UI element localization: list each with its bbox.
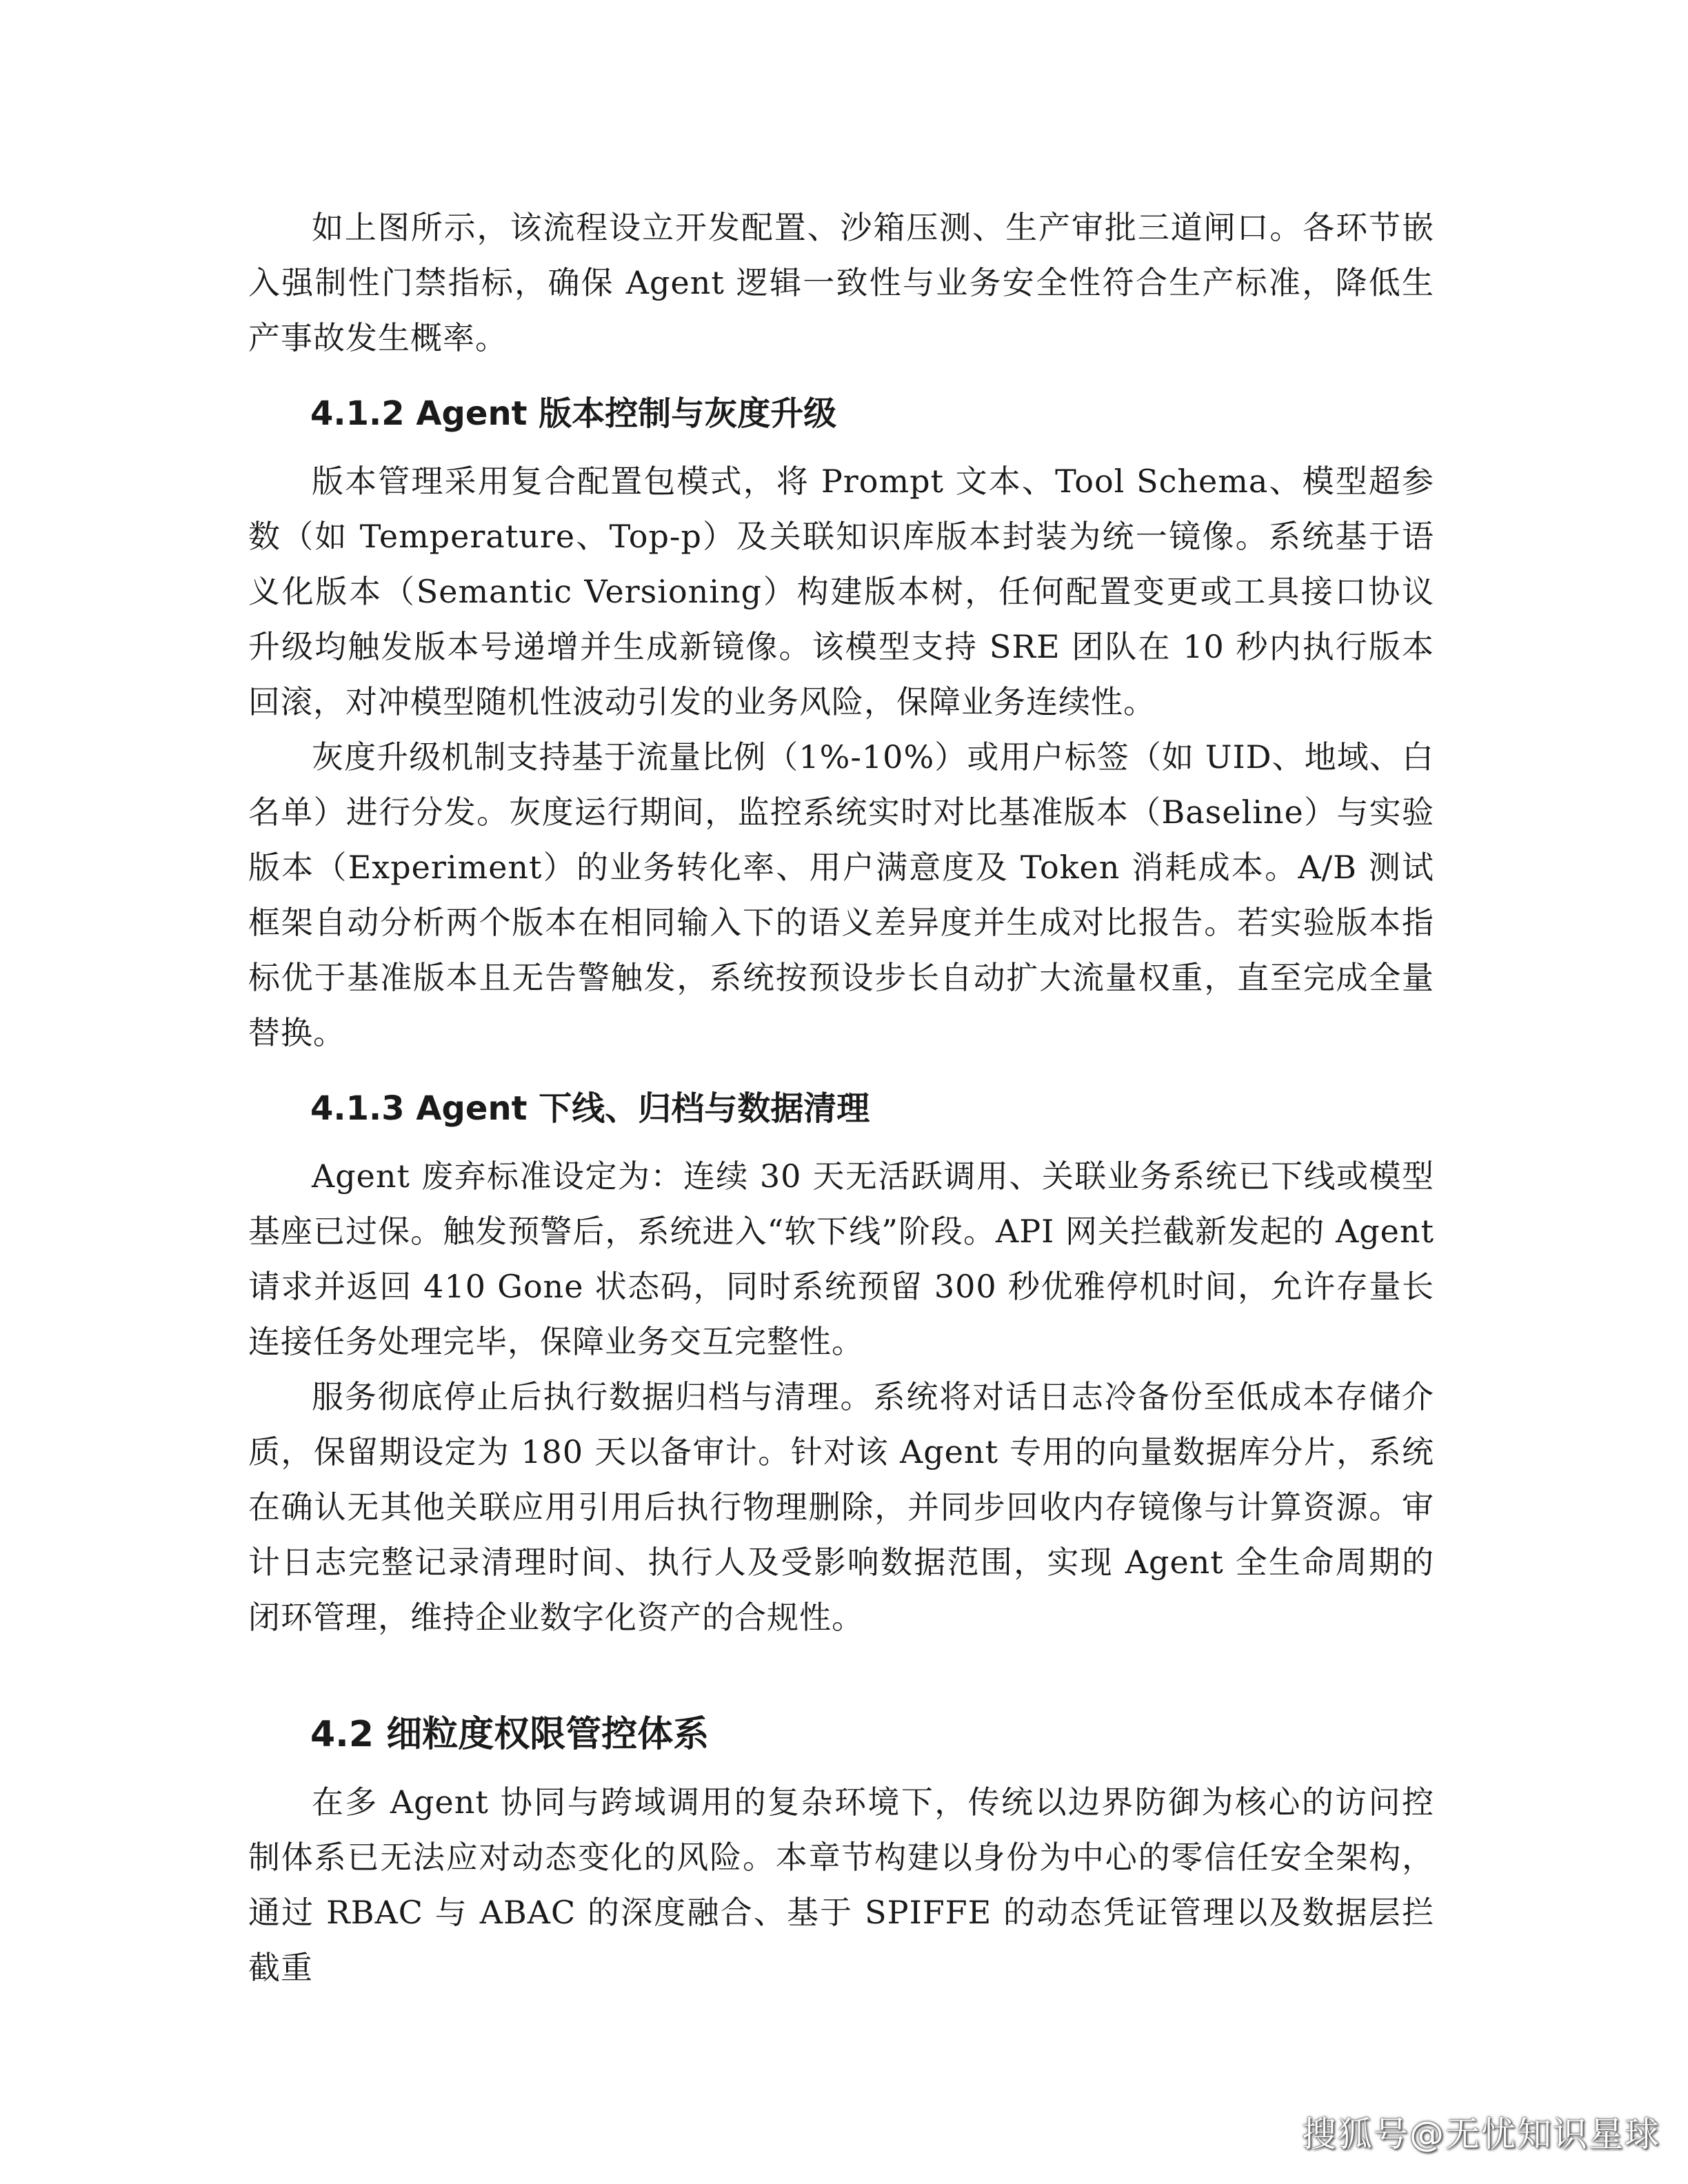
section-heading-4-2: 4.2 细粒度权限管控体系 bbox=[310, 1714, 710, 1755]
section-4-1-3-paragraph-2: 服务彻底停止后执行数据归档与清理。系统将对话日志冷备份至低成本存储介质，保留期设定为 180 天以备审计。针对该 Agent 专用的向量数据库分片，系统在确认无其他关联应用引用后执行物理删除，并同步回收内存镜像与计算资源。审计日志完整记录清理时间、执行人及受影响数据范围，实现 Agent 全生命周期的闭环管理，维持企业数字化资产的合规性。 bbox=[248, 1378, 1434, 1636]
section-4-1-2-paragraph-2: 灰度升级机制支持基于流量比例（1%-10%）或用户标签（如 UID、地域、白名单）进行分发。灰度运行期间，监控系统实时对比基准版本（Baseline）与实验版本（Experiment）的业务转化率、用户满意度及 Token 消耗成本。A/B 测试框架自动分析两个版本在相同输入下的语义差异度并生成对比报告。若实验版本指标优于基准版本且无告警触发，系统按预设步长自动扩大流量权重，直至完成全量替换。 bbox=[248, 738, 1434, 1051]
section-4-2-paragraph-1: 在多 Agent 协同与跨域调用的复杂环境下，传统以边界防御为核心的访问控制体系已无法应对动态变化的风险。本章节构建以身份为中心的零信任安全架构，通过 RBAC 与 ABAC 的深度融合、基于 SPIFFE 的动态凭证管理以及数据层拦截重 bbox=[248, 1783, 1434, 1986]
watermark: 搜狐号@无忧知识星球 bbox=[1302, 2114, 1660, 2154]
section-heading-4-1-3: 4.1.3 Agent 下线、归档与数据清理 bbox=[310, 1089, 870, 1128]
intro-paragraph: 如上图所示，该流程设立开发配置、沙箱压测、生产审批三道闸口。各环节嵌入强制性门禁指标，确保 Agent 逻辑一致性与业务安全性符合生产标准，降低生产事故发生概率。 bbox=[248, 209, 1434, 356]
document-page bbox=[248, 200, 1434, 1995]
section-4-1-2-paragraph-1: 版本管理采用复合配置包模式，将 Prompt 文本、Tool Schema、模型超参数（如 Temperature、Top-p）及关联知识库版本封装为统一镜像。系统基于语义化版本（Semantic Versioning）构建版本树，任何配置变更或工具接口协议升级均触发版本号递增并生成新镜像。该模型支持 SRE 团队在 10 秒内执行版本回滚，对冲模型随机性波动引发的业务风险，保障业务连续性。 bbox=[248, 463, 1434, 720]
section-4-1-3-paragraph-1: Agent 废弃标准设定为：连续 30 天无活跃调用、关联业务系统已下线或模型基座已过保。触发预警后，系统进入“软下线”阶段。API 网关拦截新发起的 Agent 请求并返回 410 Gone 状态码，同时系统预留 300 秒优雅停机时间，允许存量长连接任务处理完毕，保障业务交互完整性。 bbox=[248, 1157, 1434, 1360]
section-heading-4-1-2: 4.1.2 Agent 版本控制与灰度升级 bbox=[310, 394, 837, 433]
